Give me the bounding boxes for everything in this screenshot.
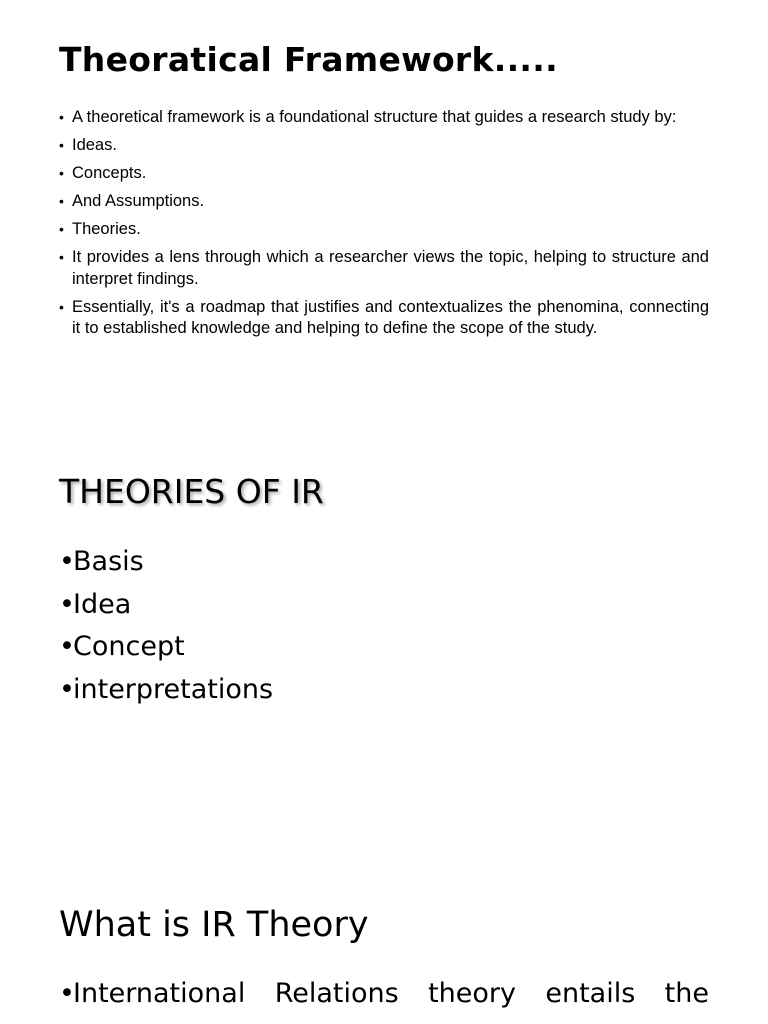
- slide-title: Theoratical Framework.....: [59, 40, 558, 79]
- list-item: • And Assumptions.: [59, 191, 709, 213]
- list-item: • Concepts.: [59, 163, 709, 185]
- bullet-list: [59, 107, 709, 340]
- list-item: • A theoretical framework is a foundational structure that guides a research study by:: [59, 107, 709, 129]
- list-item: • Basis: [59, 541, 709, 584]
- bullet-list: [59, 541, 709, 711]
- list-item: • interpretations: [59, 669, 709, 712]
- list-item: • It provides a lens through which a researcher views the topic, helping to structure and interpret findings.: [59, 247, 709, 290]
- slide-title: THEORIES OF IR: [59, 472, 324, 511]
- list-item: • Concept: [59, 626, 709, 669]
- slide-title: What is IR Theory: [59, 905, 369, 945]
- slide-theoretical-framework: [59, 40, 709, 346]
- list-item: • Idea: [59, 584, 709, 627]
- list-item: • Ideas.: [59, 135, 709, 157]
- list-item: • Essentially, it's a roadmap that justifies and contextualizes the phenomina, connecting it to established knowledge and helping to define the scope of the study.: [59, 297, 709, 340]
- list-item: • Theories.: [59, 219, 709, 241]
- bullet-list: [59, 975, 709, 1013]
- slide-theories-of-ir: [59, 472, 709, 711]
- list-item: • International Relations theory entails the: [59, 975, 709, 1013]
- slide-what-is-ir-theory: [59, 905, 709, 1013]
